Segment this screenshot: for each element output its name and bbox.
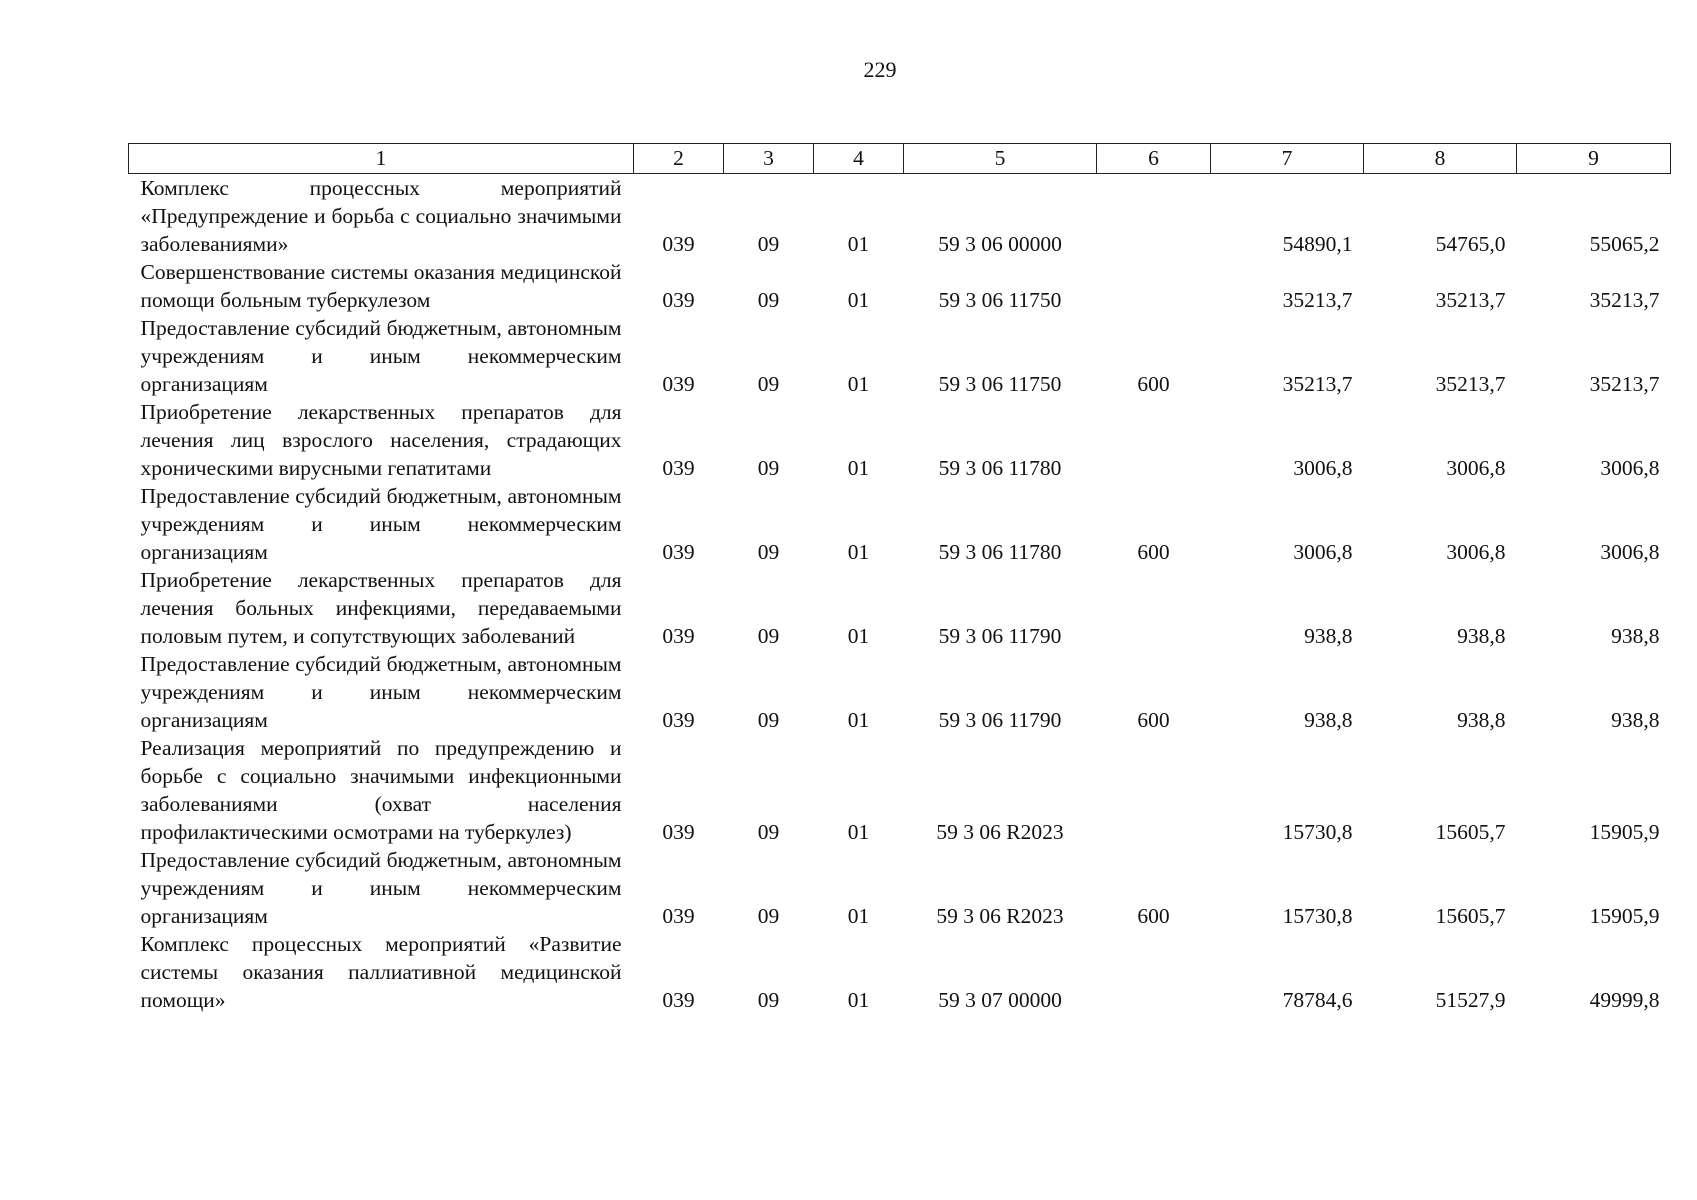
subsection-code: 01 (847, 540, 870, 564)
expense-type-code (1097, 398, 1211, 482)
target-article-code: 59 3 06 11790 (938, 708, 1062, 732)
target-article-code: 59 3 06 11780 (938, 540, 1062, 564)
expense-type-code (1097, 258, 1211, 314)
subsection-code: 01 (847, 904, 870, 928)
expense-type-code (1097, 930, 1211, 1014)
table-row (129, 398, 1671, 482)
row-description: Комплекс процессных мероприятий «Предупреждение и борьба с социально значимыми заболеваниями» (140, 176, 622, 256)
target-article-code: 59 3 06 11750 (938, 372, 1062, 396)
target-article-code: 59 3 06 11790 (938, 624, 1062, 648)
amount-col-8: 54765,0 (1435, 232, 1506, 256)
amount-col-9: 35213,7 (1589, 372, 1660, 396)
target-article-code: 59 3 06 R2023 (936, 820, 1064, 844)
page-number: 229 (863, 57, 897, 82)
subsection-code: 01 (847, 624, 870, 648)
amount-col-8: 15605,7 (1435, 820, 1506, 844)
column-header-3: 3 (724, 144, 814, 174)
row-description: Приобретение лекарственных препаратов для лечения лиц взрослого населения, страдающих хроническими вирусными гепатитами (140, 400, 622, 480)
table-row (129, 930, 1671, 1014)
row-description: Реализация мероприятий по предупреждению и борьбе с социально значимыми инфекционными заболеваниями (охват населения профилактическими осмотрами на туберкулез) (140, 736, 622, 844)
ministry-code: 039 (662, 904, 695, 928)
amount-col-7: 938,8 (1304, 624, 1353, 648)
amount-col-9: 55065,2 (1589, 232, 1660, 256)
ministry-code: 039 (662, 708, 695, 732)
expense-type-code: 600 (1137, 372, 1170, 396)
ministry-code: 039 (662, 456, 695, 480)
ministry-code: 039 (662, 988, 695, 1012)
amount-col-9: 15905,9 (1589, 904, 1660, 928)
column-header-7: 7 (1211, 144, 1364, 174)
ministry-code: 039 (662, 624, 695, 648)
subsection-code: 01 (847, 232, 870, 256)
table-header (129, 144, 1671, 174)
amount-col-7: 3006,8 (1293, 456, 1353, 480)
row-description: Комплекс процессных мероприятий «Развитие системы оказания паллиативной медицинской помощи» (140, 932, 622, 1012)
budget-table (128, 143, 1671, 1014)
ministry-code: 039 (662, 540, 695, 564)
amount-col-9: 35213,7 (1589, 288, 1660, 312)
column-header-5: 5 (904, 144, 1097, 174)
ministry-code: 039 (662, 820, 695, 844)
subsection-code: 01 (847, 988, 870, 1012)
target-article-code: 59 3 06 R2023 (936, 904, 1064, 928)
amount-col-9: 3006,8 (1600, 456, 1660, 480)
table-row (129, 846, 1671, 930)
amount-col-7: 15730,8 (1282, 904, 1353, 928)
row-description: Предоставление субсидий бюджетным, автономным учреждениям и иным некоммерческим организациям (140, 316, 622, 396)
amount-col-7: 3006,8 (1293, 540, 1353, 564)
table-row (129, 734, 1671, 846)
target-article-code: 59 3 06 11750 (938, 288, 1062, 312)
amount-col-7: 938,8 (1304, 708, 1353, 732)
amount-col-7: 35213,7 (1282, 372, 1353, 396)
column-header-8: 8 (1364, 144, 1517, 174)
amount-col-9: 938,8 (1611, 708, 1660, 732)
table-row (129, 566, 1671, 650)
expense-type-code (1097, 174, 1211, 259)
section-code: 09 (757, 624, 780, 648)
column-header-9: 9 (1517, 144, 1671, 174)
column-header-4: 4 (814, 144, 904, 174)
amount-col-9: 938,8 (1611, 624, 1660, 648)
amount-col-9: 3006,8 (1600, 540, 1660, 564)
table-body (129, 174, 1671, 1015)
amount-col-8: 51527,9 (1435, 988, 1506, 1012)
expense-type-code (1097, 566, 1211, 650)
row-description: Приобретение лекарственных препаратов для лечения больных инфекциями, передаваемыми половым путем, и сопутствующих заболеваний (140, 568, 622, 648)
expense-type-code: 600 (1137, 904, 1170, 928)
subsection-code: 01 (847, 372, 870, 396)
section-code: 09 (757, 456, 780, 480)
section-code: 09 (757, 708, 780, 732)
ministry-code: 039 (662, 232, 695, 256)
ministry-code: 039 (662, 372, 695, 396)
amount-col-7: 35213,7 (1282, 288, 1353, 312)
row-description: Предоставление субсидий бюджетным, автономным учреждениям и иным некоммерческим организациям (140, 484, 622, 564)
target-article-code: 59 3 06 11780 (938, 456, 1062, 480)
expense-type-code (1097, 734, 1211, 846)
amount-col-9: 15905,9 (1589, 820, 1660, 844)
table-row (129, 482, 1671, 566)
subsection-code: 01 (847, 456, 870, 480)
row-description: Предоставление субсидий бюджетным, автономным учреждениям и иным некоммерческим организациям (140, 848, 622, 928)
amount-col-8: 15605,7 (1435, 904, 1506, 928)
ministry-code: 039 (662, 288, 695, 312)
amount-col-7: 78784,6 (1282, 988, 1353, 1012)
column-header-6: 6 (1097, 144, 1211, 174)
expense-type-code: 600 (1137, 708, 1170, 732)
amount-col-9: 49999,8 (1589, 988, 1660, 1012)
section-code: 09 (757, 232, 780, 256)
section-code: 09 (757, 372, 780, 396)
expense-type-code: 600 (1137, 540, 1170, 564)
table-row (129, 258, 1671, 314)
target-article-code: 59 3 07 00000 (938, 988, 1062, 1012)
section-code: 09 (757, 988, 780, 1012)
amount-col-8: 35213,7 (1435, 372, 1506, 396)
table-row (129, 650, 1671, 734)
table-row (129, 174, 1671, 259)
row-description: Предоставление субсидий бюджетным, автономным учреждениям и иным некоммерческим организациям (140, 652, 622, 732)
section-code: 09 (757, 288, 780, 312)
amount-col-7: 54890,1 (1282, 232, 1353, 256)
amount-col-8: 938,8 (1457, 708, 1506, 732)
subsection-code: 01 (847, 288, 870, 312)
section-code: 09 (757, 540, 780, 564)
amount-col-8: 3006,8 (1446, 540, 1506, 564)
table-row (129, 314, 1671, 398)
amount-col-8: 938,8 (1457, 624, 1506, 648)
section-code: 09 (757, 820, 780, 844)
column-header-2: 2 (634, 144, 724, 174)
section-code: 09 (757, 904, 780, 928)
amount-col-8: 35213,7 (1435, 288, 1506, 312)
header-row (129, 144, 1671, 174)
amount-col-8: 3006,8 (1446, 456, 1506, 480)
target-article-code: 59 3 06 00000 (938, 232, 1062, 256)
row-description: Совершенствование системы оказания медицинской помощи больным туберкулезом (140, 260, 622, 312)
amount-col-7: 15730,8 (1282, 820, 1353, 844)
column-header-1: 1 (129, 144, 634, 174)
subsection-code: 01 (847, 708, 870, 732)
subsection-code: 01 (847, 820, 870, 844)
